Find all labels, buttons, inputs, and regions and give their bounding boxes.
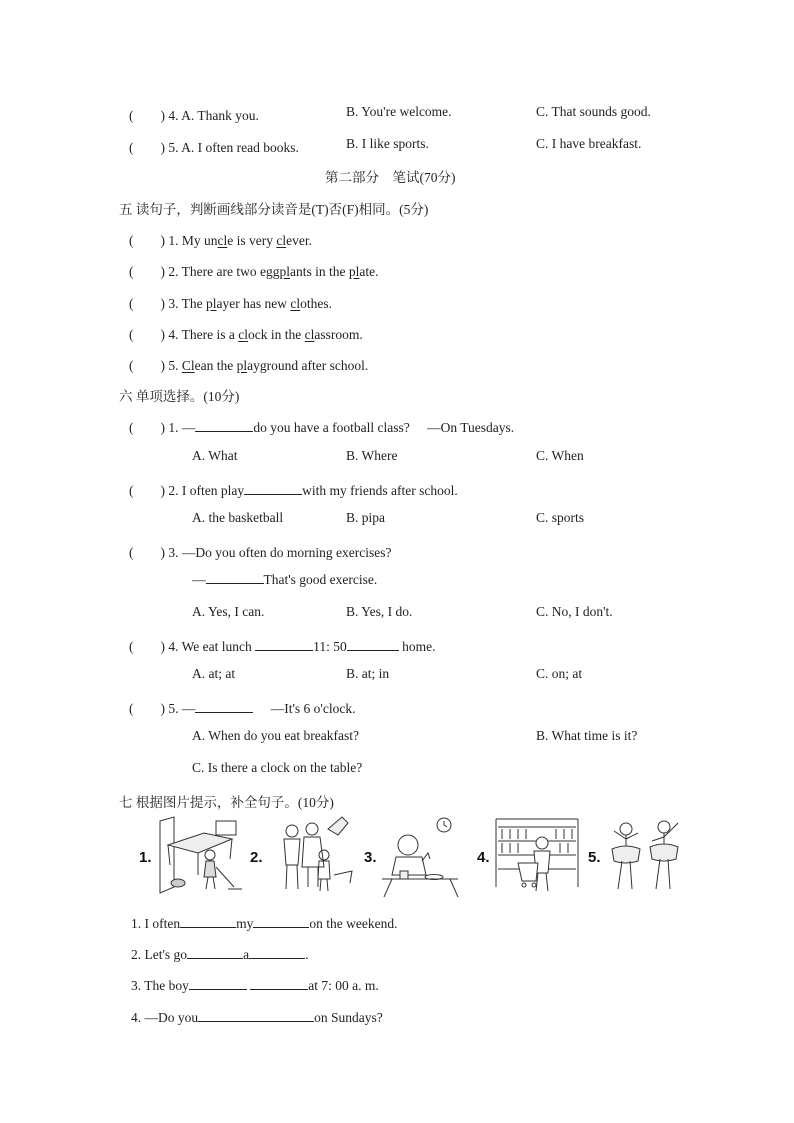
underlined-letters: pl bbox=[236, 358, 248, 373]
sentence-text: ock in the bbox=[248, 327, 305, 342]
underlined-letters: pl bbox=[206, 296, 217, 311]
answer-paren[interactable]: ( ) bbox=[129, 233, 165, 248]
question-text: That's good exercise. bbox=[263, 572, 378, 587]
sentence-text: othes. bbox=[300, 296, 332, 311]
sentence-text: ants in the bbox=[289, 264, 349, 279]
picture-label: 1. bbox=[139, 849, 152, 866]
picture-label: 4. bbox=[477, 849, 490, 866]
mc-q5 bbox=[129, 697, 355, 717]
listening-q5-row bbox=[129, 136, 299, 156]
option-b: B. I like sports. bbox=[346, 136, 429, 151]
underlined-letters: pl bbox=[279, 264, 290, 279]
option-c: C. I have breakfast. bbox=[536, 136, 642, 151]
fill-blank[interactable] bbox=[198, 1010, 314, 1022]
question-number: 2. bbox=[168, 483, 179, 498]
answer-paren[interactable]: ( ) bbox=[129, 358, 165, 373]
underlined-letters: Cl bbox=[181, 358, 195, 373]
fill-blank[interactable] bbox=[206, 572, 264, 584]
option-c: C. When bbox=[536, 448, 584, 463]
question-number: 1. bbox=[168, 233, 179, 248]
fill-sentence-1 bbox=[131, 916, 397, 932]
question-text: 11: 50 bbox=[313, 639, 347, 654]
option-a: A. Thank you. bbox=[181, 108, 259, 123]
fill-blank[interactable] bbox=[249, 947, 305, 959]
answer-paren[interactable]: ( ) bbox=[129, 264, 165, 279]
part-two-title: 第二部分 笔试(70分) bbox=[325, 170, 456, 185]
fill-blank[interactable] bbox=[195, 420, 253, 432]
option-a: A. the basketball bbox=[192, 510, 284, 525]
question-text: with my friends after school. bbox=[302, 483, 458, 498]
sentence-text: My un bbox=[181, 233, 218, 248]
question-number: 5. bbox=[168, 358, 179, 373]
sentence-text: The bbox=[181, 296, 207, 311]
section6-heading: 六 单项选择。(10分) bbox=[119, 389, 240, 404]
fill-blank[interactable] bbox=[180, 916, 236, 928]
fill-blank[interactable] bbox=[347, 639, 399, 651]
sentence-text: ate. bbox=[359, 264, 379, 279]
option-b: B. at; in bbox=[346, 666, 390, 681]
fill-blank[interactable] bbox=[195, 701, 253, 713]
girls-dancing-illustration bbox=[606, 815, 692, 897]
question-number: 3. bbox=[168, 545, 179, 560]
sentence-text: ayground after school. bbox=[247, 358, 369, 373]
question-number: 5. bbox=[168, 140, 179, 155]
option-a: A. at; at bbox=[192, 666, 236, 681]
sentence-text: on the weekend. bbox=[309, 916, 398, 931]
fill-sentence-4 bbox=[131, 1010, 383, 1026]
dash: — bbox=[181, 701, 196, 716]
fill-blank[interactable] bbox=[255, 639, 313, 651]
fill-sentence-2 bbox=[131, 947, 308, 963]
answer-paren[interactable]: ( ) bbox=[129, 420, 165, 435]
mc-q3-line2 bbox=[192, 572, 377, 588]
mc-q3 bbox=[129, 541, 391, 561]
sentence-text: ean the bbox=[194, 358, 237, 373]
picture-strip bbox=[136, 815, 696, 899]
option-b: B. What time is it? bbox=[536, 728, 638, 743]
question-text: I often play bbox=[181, 483, 245, 498]
option-b: B. pipa bbox=[346, 510, 385, 525]
answer-paren[interactable]: ( ) bbox=[129, 483, 165, 498]
picture-label: 3. bbox=[364, 849, 377, 866]
sentence-text: a bbox=[243, 947, 250, 962]
answer-paren[interactable]: ( ) bbox=[129, 108, 165, 123]
section5-item bbox=[129, 260, 379, 280]
sentence-text: on Sundays? bbox=[314, 1010, 383, 1025]
answer-paren[interactable]: ( ) bbox=[129, 296, 165, 311]
option-c: C. No, I don't. bbox=[536, 604, 613, 619]
dash: — bbox=[181, 420, 196, 435]
cleaning-room-illustration bbox=[158, 817, 244, 897]
underlined-letters: cl bbox=[238, 327, 248, 342]
sentence-text: ayer has new bbox=[216, 296, 291, 311]
option-b: B. Where bbox=[346, 448, 398, 463]
reply-text: —It's 6 o'clock. bbox=[270, 701, 356, 716]
question-text: home. bbox=[402, 639, 436, 654]
question-text: We eat lunch bbox=[181, 639, 252, 654]
sentence-text: ever. bbox=[286, 233, 312, 248]
underlined-letters: cl bbox=[276, 233, 287, 248]
section5-item bbox=[129, 229, 312, 249]
answer-paren[interactable]: ( ) bbox=[129, 140, 165, 155]
sentence-text: There are two egg bbox=[181, 264, 280, 279]
picture-label: 5. bbox=[588, 849, 601, 866]
underlined-letters: pl bbox=[348, 264, 360, 279]
sentence-text: 1. I often bbox=[131, 916, 181, 931]
answer-paren[interactable]: ( ) bbox=[129, 327, 165, 342]
question-number: 3. bbox=[168, 296, 179, 311]
fill-blank[interactable] bbox=[244, 483, 302, 495]
sentence-text: 2. Let's go bbox=[131, 947, 188, 962]
question-number: 1. bbox=[168, 420, 179, 435]
underlined-letters: cl bbox=[217, 233, 228, 248]
dash: — bbox=[192, 572, 206, 587]
answer-paren[interactable]: ( ) bbox=[129, 701, 165, 716]
question-number: 2. bbox=[168, 264, 179, 279]
sentence-text: 3. The boy bbox=[131, 978, 189, 993]
option-a: A. Yes, I can. bbox=[192, 604, 265, 619]
question-number: 4. bbox=[168, 639, 179, 654]
option-b: B. You're welcome. bbox=[346, 104, 452, 119]
sentence-text: . bbox=[305, 947, 309, 962]
sentence-text: assroom. bbox=[314, 327, 363, 342]
option-a: A. What bbox=[192, 448, 238, 463]
fill-sentence-3 bbox=[131, 978, 379, 994]
section5-item bbox=[129, 292, 332, 312]
fill-blank[interactable] bbox=[187, 947, 243, 959]
option-a: A. I often read books. bbox=[181, 140, 299, 155]
section5-item bbox=[129, 354, 368, 374]
underlined-letters: cl bbox=[290, 296, 301, 311]
listening-q4-row bbox=[129, 104, 259, 124]
picture-label: 2. bbox=[250, 849, 263, 866]
fill-blank[interactable] bbox=[189, 978, 247, 990]
answer-paren[interactable]: ( ) bbox=[129, 639, 165, 654]
sentence-text: my bbox=[236, 916, 254, 931]
sentence-text: e is very bbox=[227, 233, 277, 248]
option-c: C. That sounds good. bbox=[536, 104, 651, 119]
mc-q1 bbox=[129, 416, 514, 436]
question-number: 4. bbox=[168, 108, 179, 123]
question-text: do you have a football class? bbox=[253, 420, 410, 435]
sentence-text: There is a bbox=[181, 327, 239, 342]
mc-q2 bbox=[129, 479, 458, 499]
question-text: —Do you often do morning exercises? bbox=[181, 545, 392, 560]
fill-blank[interactable] bbox=[250, 978, 308, 990]
question-number: 4. bbox=[168, 327, 179, 342]
section5-item bbox=[129, 323, 363, 343]
fill-blank[interactable] bbox=[253, 916, 309, 928]
boy-breakfast-illustration bbox=[382, 817, 462, 897]
option-b: B. Yes, I do. bbox=[346, 604, 413, 619]
reply-text: —On Tuesdays. bbox=[427, 420, 515, 435]
question-number: 5. bbox=[168, 701, 179, 716]
section5-heading: 五 读句子，判断画线部分读音是(T)否(F)相同。(5分) bbox=[119, 202, 429, 217]
option-c: C. sports bbox=[536, 510, 585, 525]
sentence-text: at 7: 00 a. m. bbox=[308, 978, 379, 993]
underlined-letters: cl bbox=[304, 327, 315, 342]
option-c: C. Is there a clock on the table? bbox=[192, 760, 363, 775]
section7-heading: 七 根据图片提示，补全句子。(10分) bbox=[119, 795, 334, 810]
answer-paren[interactable]: ( ) bbox=[129, 545, 165, 560]
mc-q4 bbox=[129, 635, 436, 655]
option-c: C. on; at bbox=[536, 666, 583, 681]
supermarket-illustration bbox=[494, 817, 580, 897]
family-outing-illustration bbox=[268, 815, 356, 897]
option-a: A. When do you eat breakfast? bbox=[192, 728, 359, 743]
sentence-text: 4. —Do you bbox=[131, 1010, 199, 1025]
